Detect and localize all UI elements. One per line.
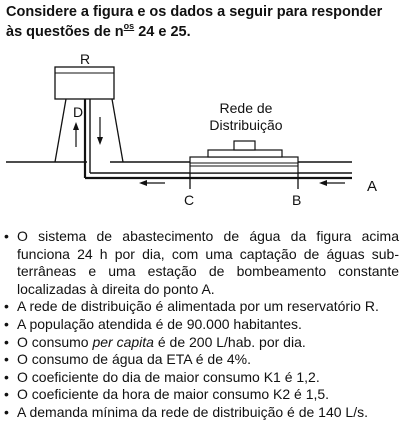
- reservoir-box: [55, 67, 114, 99]
- list-item-text: O coeficiente da hora de maior consumo K2 é 1,5.: [17, 386, 330, 403]
- network-top: [234, 141, 255, 150]
- header-line-2-suffix: 24 e 25.: [134, 24, 191, 40]
- network-middle: [208, 150, 282, 157]
- list-item-text: O coeficiente do dia de maior consumo K1 é 1,2.: [17, 368, 320, 385]
- list-item-text-italic: per capita: [92, 333, 154, 350]
- list-item-text: A rede de distribuição é alimentada por um reservatório R.: [17, 298, 379, 315]
- list-item: [4, 404, 399, 422]
- bullet-dot: •: [4, 333, 9, 350]
- network-label: [196, 100, 296, 134]
- bullet-dot: •: [4, 403, 9, 420]
- up-arrow-head: [73, 122, 79, 130]
- header-line-1: Considere a figura e os dados a seguir para responder: [6, 4, 383, 20]
- down-arrow-head: [97, 137, 103, 145]
- flow-arrow-left-head: [139, 180, 147, 186]
- point-c-label: C: [184, 192, 195, 208]
- bullet-dot: •: [4, 315, 9, 332]
- reservoir-label: R: [80, 51, 91, 67]
- bullet-dot: •: [4, 368, 9, 385]
- tower-leg-left: [55, 99, 66, 162]
- header-superscript: os: [123, 21, 135, 32]
- bullet-dot: •: [4, 228, 9, 244]
- network-label-line-1: Rede de: [219, 100, 273, 116]
- network-base: [190, 157, 298, 173]
- list-item: [4, 298, 399, 316]
- d-label: D: [73, 104, 84, 120]
- bullet-dot: •: [4, 351, 9, 368]
- list-item-text: A demanda mínima da rede de distribuição é de 140 L/s.: [17, 403, 368, 420]
- list-item: [4, 351, 399, 369]
- list-item-text-suffix: é de 200 L/hab. por dia.: [153, 333, 306, 350]
- list-item-text: O consumo de água da ETA é de 4%.: [17, 351, 252, 368]
- water-system-figure: [0, 0, 403, 215]
- list-item-text: A população atendida é de 90.000 habitantes.: [17, 315, 302, 332]
- list-item-text-prefix: O consumo: [17, 333, 93, 350]
- list-item-text: O sistema de abastecimento de água da figura acima funciona 24 h por dia, com uma captação de águas sub- terrâneas e uma estação de bombeamento constante localizadas à direita do ponto A.: [17, 228, 399, 297]
- header-line-2-prefix: às questões de n: [6, 24, 124, 40]
- list-item: [4, 369, 399, 387]
- list-item: [4, 334, 399, 352]
- point-b-label: B: [292, 192, 302, 208]
- bullet-dot: •: [4, 298, 9, 315]
- list-item: [4, 228, 399, 298]
- list-item: [4, 316, 399, 334]
- list-item: [4, 386, 399, 404]
- data-list: [4, 228, 399, 422]
- network-label-line-2: Distribuição: [209, 117, 283, 133]
- point-a-label: A: [367, 178, 378, 195]
- flow-arrow-right-head: [319, 180, 327, 186]
- tower-leg-right: [112, 99, 123, 162]
- bullet-dot: •: [4, 386, 9, 403]
